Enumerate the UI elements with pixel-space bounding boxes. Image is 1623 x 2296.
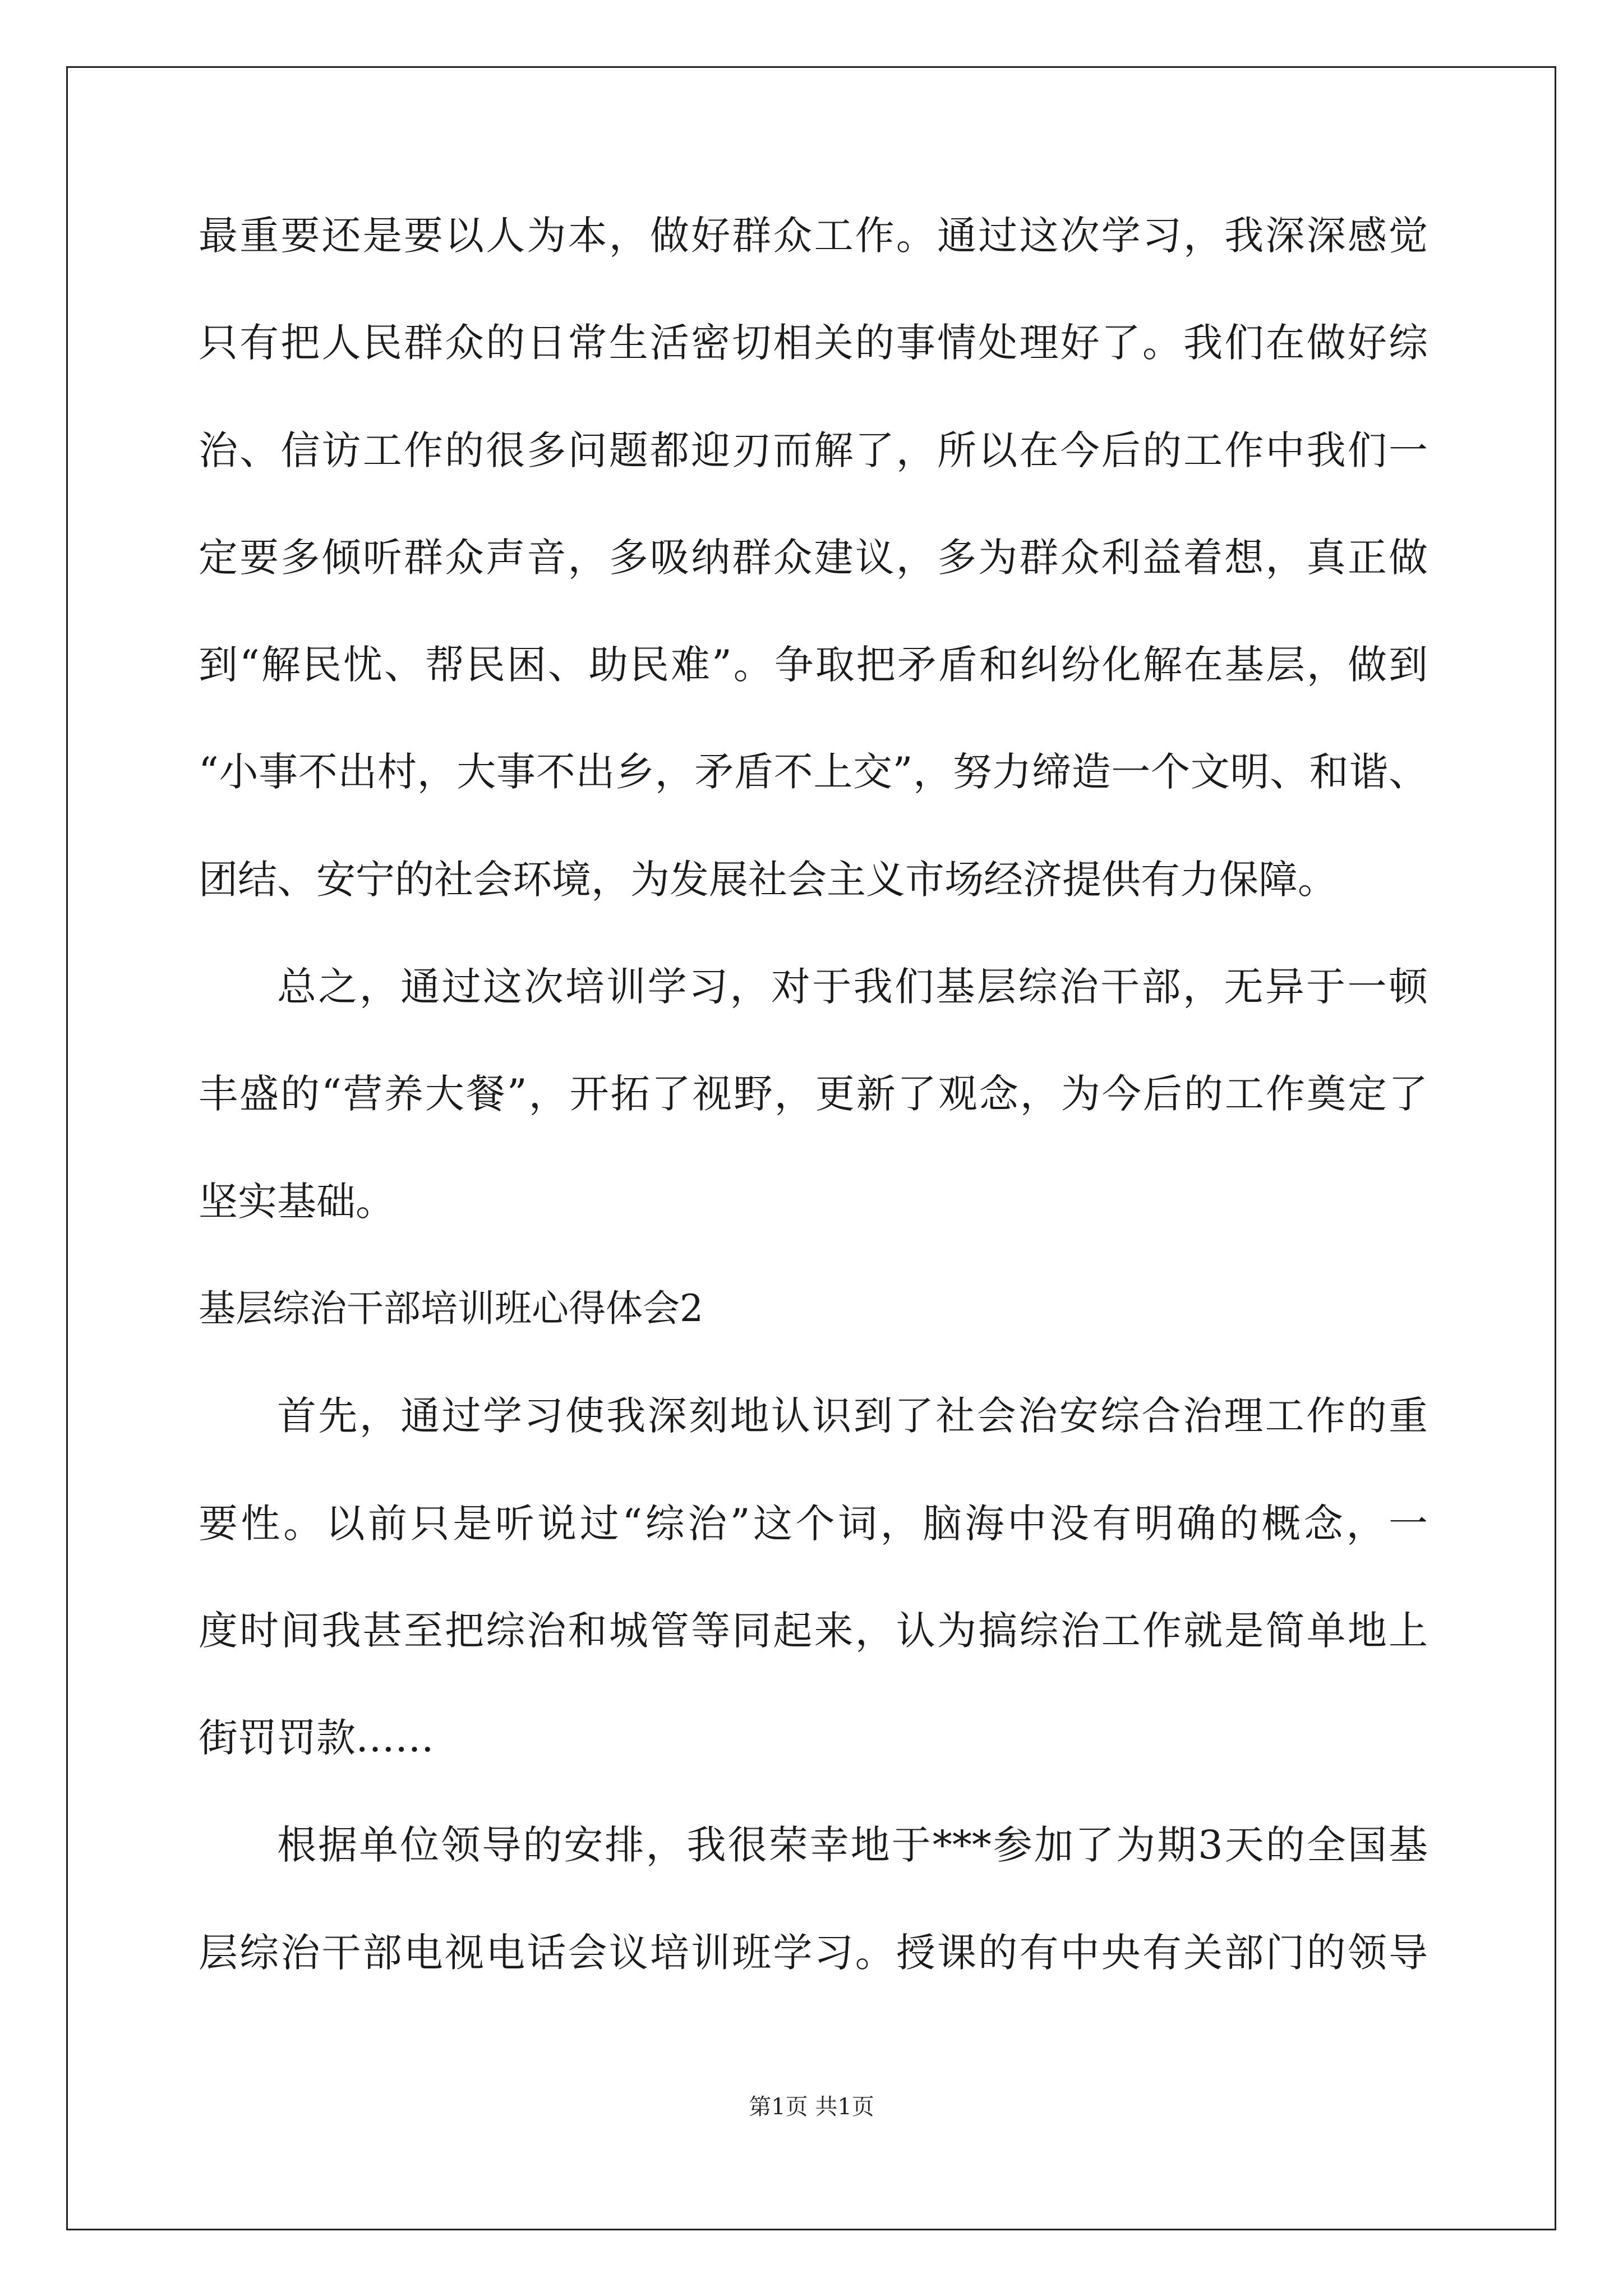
text-line: 首先，通过学习使我深刻地认识到了社会治安综合治理工作的重 [277, 1393, 1428, 1439]
text-line: 要性。以前只是听说过“综治”这个词，脑海中没有明确的概念，一 [199, 1500, 1428, 1547]
text-line: 层综治干部电视电话会议培训班学习。授课的有中央有关部门的领导 [199, 1929, 1428, 1976]
text-line: 丰盛的“营养大餐”，开拓了视野，更新了观念，为今后的工作奠定了 [199, 1071, 1428, 1117]
text-line: 街罚罚款…… [199, 1715, 434, 1761]
text-line: 到“解民忧、帮民困、助民难”。争取把矛盾和纠纷化解在基层，做到 [199, 642, 1428, 688]
document-body [199, 213, 1428, 2040]
text-line: 总之，通过这次培训学习，对于我们基层综治干部，无异于一顿 [277, 964, 1428, 1010]
text-line: 团结、安宁的社会环境，为发展社会主义市场经济提供有力保障。 [199, 856, 1337, 903]
text-line: 治、信访工作的很多问题都迎刃而解了，所以在今后的工作中我们一 [199, 427, 1428, 473]
text-line: 度时间我甚至把综治和城管等同起来，认为搞综治工作就是简单地上 [199, 1607, 1428, 1654]
page-footer: 第1页 共1页 [749, 2094, 874, 2120]
text-line: 根据单位领导的安排，我很荣幸地于***参加了为期3天的全国基 [277, 1822, 1428, 1869]
text-line: 定要多倾听群众声音，多吸纳群众建议，多为群众利益着想，真正做 [199, 534, 1428, 581]
text-line: 最重要还是要以人为本，做好群众工作。通过这次学习，我深深感觉 [199, 213, 1428, 259]
text-line: 坚实基础。 [199, 1178, 395, 1225]
text-line: 只有把人民群众的日常生活密切相关的事情处理好了。我们在做好综 [199, 320, 1428, 366]
section-heading: 基层综治干部培训班心得体会2 [199, 1286, 703, 1330]
text-line: “小事不出村，大事不出乡，矛盾不上交”，努力缔造一个文明、和谐、 [199, 749, 1428, 795]
